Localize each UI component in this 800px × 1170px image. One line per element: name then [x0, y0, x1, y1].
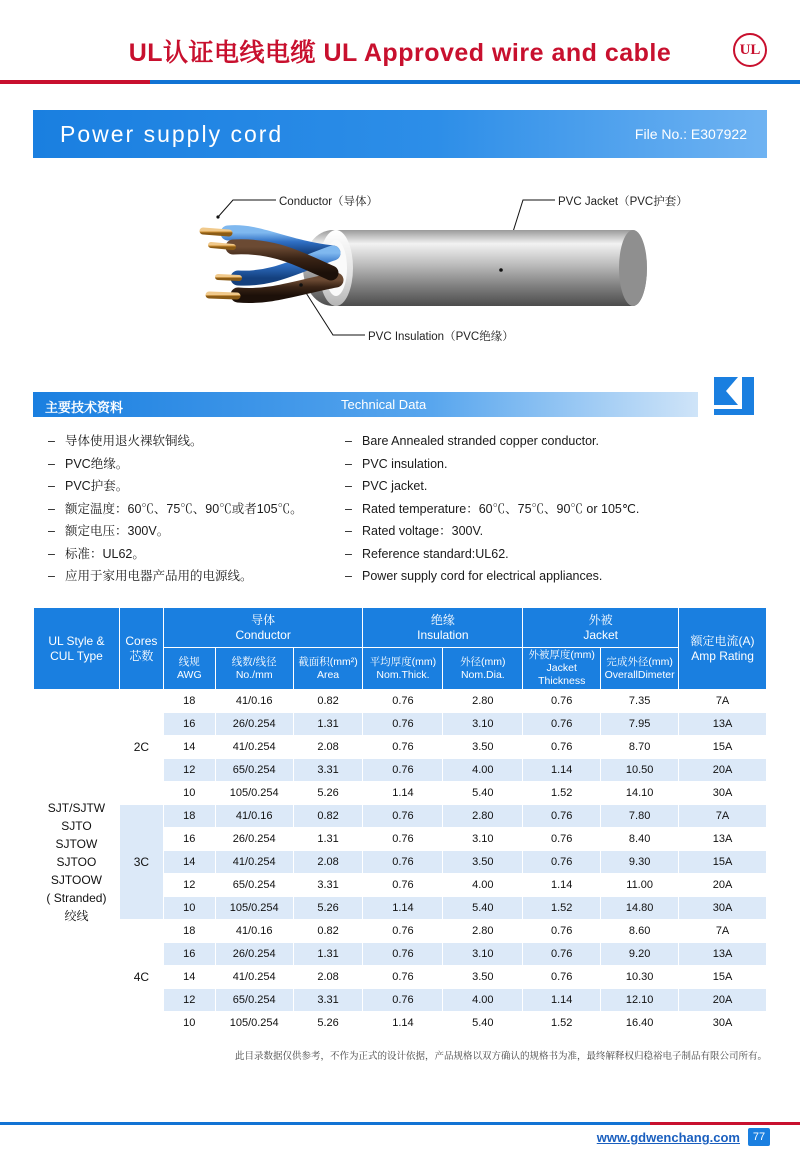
cell-ul-style	[34, 690, 120, 1035]
cell-nom-thickness: 0.76	[363, 828, 443, 851]
th-overall-diameter	[601, 648, 679, 690]
cell-amp-rating: 13A	[679, 943, 767, 966]
cell-overall-diameter: 7.80	[601, 805, 679, 828]
cell-area: 2.08	[293, 736, 363, 759]
cell-overall-diameter: 8.70	[601, 736, 679, 759]
cell-amp-rating: 15A	[679, 736, 767, 759]
cell-nom-diameter: 4.00	[443, 874, 523, 897]
ul-style-line: 绞线	[64, 909, 89, 923]
tech-list-en	[345, 430, 745, 588]
cell-awg: 10	[163, 897, 215, 920]
cell-nom-diameter: 3.50	[443, 736, 523, 759]
th-awg-cn: 线规	[178, 655, 200, 668]
th-cores-en: Cores	[125, 633, 158, 648]
cell-no-mm: 41/0.254	[215, 736, 293, 759]
cell-no-mm: 65/0.254	[215, 874, 293, 897]
cell-no-mm: 41/0.254	[215, 851, 293, 874]
cell-no-mm: 105/0.254	[215, 897, 293, 920]
cell-jacket-thickness: 1.14	[523, 759, 601, 782]
tech-item-en: – Rated temperature：60℃、75℃、90℃ or 105℃.	[345, 498, 745, 521]
cell-awg: 18	[163, 805, 215, 828]
cell-awg: 16	[163, 713, 215, 736]
cell-amp-rating: 30A	[679, 897, 767, 920]
cell-no-mm: 105/0.254	[215, 1012, 293, 1035]
th-amp	[679, 608, 767, 690]
th-area	[293, 648, 363, 690]
cell-no-mm: 105/0.254	[215, 782, 293, 805]
cell-area: 0.82	[293, 920, 363, 943]
cell-nom-thickness: 0.76	[363, 805, 443, 828]
cell-jacket-thickness: 0.76	[523, 966, 601, 989]
label-conductor: Conductor（导体）	[279, 196, 379, 208]
tech-item-en: – Power supply cord for electrical appliances.	[345, 565, 745, 588]
th-jacket-en: Jacket	[583, 627, 619, 642]
th-jacket-cn: 外被	[588, 612, 613, 627]
cell-overall-diameter: 9.30	[601, 851, 679, 874]
th-awg	[163, 648, 215, 690]
cell-awg: 14	[163, 966, 215, 989]
cell-no-mm: 41/0.16	[215, 920, 293, 943]
cell-awg: 18	[163, 920, 215, 943]
cell-awg: 10	[163, 782, 215, 805]
cell-jacket-thickness: 0.76	[523, 713, 601, 736]
th-cores-cn: 芯数	[129, 648, 154, 663]
cell-awg: 14	[163, 736, 215, 759]
th-thick-cn: 平均厚度(mm)	[369, 655, 437, 668]
cell-overall-diameter: 8.40	[601, 828, 679, 851]
page-title: UL认证电线电缆 UL Approved wire and cable	[128, 39, 672, 67]
ul-style-line: SJTO	[61, 819, 92, 833]
tech-item-en: – PVC jacket.	[345, 475, 745, 498]
th-dia-en: Nom.Dia.	[460, 668, 505, 681]
label-insulation: PVC Insulation（PVC绝缘）	[368, 331, 514, 343]
cell-awg: 12	[163, 759, 215, 782]
cable-diagram	[33, 175, 767, 365]
cell-nom-diameter: 2.80	[443, 805, 523, 828]
cell-area: 2.08	[293, 851, 363, 874]
cell-jacket-thickness: 0.76	[523, 736, 601, 759]
technical-data-title-en: Technical Data	[341, 397, 427, 412]
cell-cores: 4C	[119, 920, 163, 1035]
cell-area: 1.31	[293, 713, 363, 736]
table-row	[34, 920, 767, 943]
cell-overall-diameter: 8.60	[601, 920, 679, 943]
th-amp-en: Amp Rating	[691, 648, 754, 663]
specifications-table	[33, 607, 767, 1035]
tech-item-en: – Bare Annealed stranded copper conductor.	[345, 430, 745, 453]
cell-nom-thickness: 1.14	[363, 897, 443, 920]
ul-mark-icon: UL	[733, 33, 767, 67]
tech-item-cn: – 标准：UL62。	[48, 543, 348, 566]
cell-area: 1.31	[293, 828, 363, 851]
th-jacket	[523, 608, 679, 648]
th-od-en: OverallDimeter	[604, 668, 675, 681]
cell-nom-diameter: 5.40	[443, 897, 523, 920]
cell-overall-diameter: 9.20	[601, 943, 679, 966]
page-number-badge: 77	[748, 1128, 770, 1146]
cell-amp-rating: 7A	[679, 920, 767, 943]
tech-item-cn: – 额定温度：60℃、75℃、90℃或者105℃。	[48, 498, 348, 521]
cell-jacket-thickness: 0.76	[523, 805, 601, 828]
th-cores	[119, 608, 163, 690]
tech-item-cn: – PVC绝缘。	[48, 453, 348, 476]
cell-awg: 12	[163, 989, 215, 1012]
cell-nom-thickness: 0.76	[363, 759, 443, 782]
cell-no-mm: 26/0.254	[215, 713, 293, 736]
cell-area: 3.31	[293, 874, 363, 897]
cell-nom-diameter: 5.40	[443, 782, 523, 805]
cell-area: 5.26	[293, 897, 363, 920]
cell-nom-thickness: 1.14	[363, 1012, 443, 1035]
cell-nom-thickness: 0.76	[363, 920, 443, 943]
cell-awg: 16	[163, 828, 215, 851]
cell-jacket-thickness: 0.76	[523, 828, 601, 851]
ul-style-line: SJT/SJTW	[47, 801, 106, 815]
cell-amp-rating: 30A	[679, 782, 767, 805]
cell-nom-diameter: 4.00	[443, 759, 523, 782]
cell-amp-rating: 13A	[679, 713, 767, 736]
ul-style-line: ( Stranded)	[46, 891, 107, 905]
cell-area: 3.31	[293, 759, 363, 782]
th-area-cn: 截面积(mm²)	[298, 655, 358, 668]
cell-nom-thickness: 0.76	[363, 966, 443, 989]
table-footnote: 此目录数据仅供参考，不作为正式的设计依据，产品规格以双方确认的规格书为准，最终解释权归稳裕电子制品有限公司所有。	[234, 1051, 767, 1062]
tech-item-cn: – PVC护套。	[48, 475, 348, 498]
cell-overall-diameter: 14.80	[601, 897, 679, 920]
cell-nom-thickness: 0.76	[363, 736, 443, 759]
cell-no-mm: 41/0.254	[215, 966, 293, 989]
cell-cores: 2C	[119, 690, 163, 805]
cell-jacket-thickness: 1.14	[523, 874, 601, 897]
cell-nom-thickness: 0.76	[363, 874, 443, 897]
th-conductor-cn: 导体	[251, 612, 276, 627]
cell-nom-thickness: 0.76	[363, 690, 443, 713]
label-jacket: PVC Jacket（PVC护套）	[558, 196, 688, 208]
cell-jacket-thickness: 0.76	[523, 920, 601, 943]
tech-item-en: – Reference standard:UL62.	[345, 543, 745, 566]
tech-list-cn	[48, 430, 348, 588]
ul-style-line: SJTOO	[56, 855, 97, 869]
tech-item-cn: – 应用于家用电器产品用的电源线。	[48, 565, 348, 588]
ul-style-line: SJTOW	[55, 837, 98, 851]
cell-overall-diameter: 14.10	[601, 782, 679, 805]
th-conductor	[163, 608, 363, 648]
header-divider-accent	[0, 80, 150, 84]
cell-amp-rating: 15A	[679, 966, 767, 989]
tech-item-cn: – 额定电压：300V。	[48, 520, 348, 543]
cell-nom-diameter: 5.40	[443, 1012, 523, 1035]
company-logo-icon	[712, 375, 756, 417]
table-row	[34, 805, 767, 828]
footer-divider-accent	[650, 1122, 800, 1125]
th-insulation	[363, 608, 523, 648]
th-dia-cn: 外径(mm)	[460, 655, 506, 668]
cell-nom-diameter: 4.00	[443, 989, 523, 1012]
cell-nom-diameter: 3.10	[443, 713, 523, 736]
cell-jacket-thickness: 1.52	[523, 782, 601, 805]
cell-amp-rating: 20A	[679, 989, 767, 1012]
th-thick-en: Nom.Thick.	[376, 668, 430, 681]
product-banner	[33, 110, 767, 158]
cell-nom-thickness: 1.14	[363, 782, 443, 805]
technical-data-bar	[33, 392, 698, 417]
th-insulation-cn: 绝缘	[430, 612, 455, 627]
cell-amp-rating: 15A	[679, 851, 767, 874]
th-style-line1: UL Style &	[48, 633, 105, 648]
cell-amp-rating: 20A	[679, 759, 767, 782]
cell-awg: 12	[163, 874, 215, 897]
cell-amp-rating: 30A	[679, 1012, 767, 1035]
cell-amp-rating: 7A	[679, 805, 767, 828]
cell-nom-diameter: 3.50	[443, 966, 523, 989]
cell-area: 3.31	[293, 989, 363, 1012]
tech-item-en: – PVC insulation.	[345, 453, 745, 476]
cell-amp-rating: 7A	[679, 690, 767, 713]
tech-item-en: – Rated voltage：300V.	[345, 520, 745, 543]
cell-amp-rating: 13A	[679, 828, 767, 851]
cell-jacket-thickness: 1.14	[523, 989, 601, 1012]
cell-nom-diameter: 3.10	[443, 943, 523, 966]
th-no	[215, 648, 293, 690]
th-jthick-en: Jacket Thickness	[538, 662, 586, 687]
technical-data-title-cn: 主要技术资料	[45, 400, 124, 415]
cell-awg: 14	[163, 851, 215, 874]
cell-area: 1.31	[293, 943, 363, 966]
th-style-line2: CUL Type	[50, 648, 103, 663]
cell-jacket-thickness: 1.52	[523, 1012, 601, 1035]
th-dia	[443, 648, 523, 690]
cell-nom-thickness: 0.76	[363, 851, 443, 874]
cell-amp-rating: 20A	[679, 874, 767, 897]
th-no-cn: 线数/线径	[231, 655, 277, 668]
ul-style-line: SJTOOW	[50, 873, 102, 887]
file-number: File No.: E307922	[634, 126, 747, 142]
cell-nom-thickness: 0.76	[363, 989, 443, 1012]
table-body	[34, 690, 767, 1035]
th-style	[34, 608, 120, 690]
th-od-cn: 完成外径(mm)	[606, 655, 673, 668]
cell-no-mm: 41/0.16	[215, 805, 293, 828]
cell-awg: 10	[163, 1012, 215, 1035]
tech-item-cn: – 导体使用退火裸软铜线。	[48, 430, 348, 453]
th-amp-cn: 额定电流(A)	[690, 633, 755, 648]
cell-awg: 18	[163, 690, 215, 713]
th-insulation-en: Insulation	[417, 627, 469, 642]
cell-area: 5.26	[293, 782, 363, 805]
th-jacket-thickness	[523, 648, 601, 690]
cell-no-mm: 41/0.16	[215, 690, 293, 713]
cell-jacket-thickness: 0.76	[523, 943, 601, 966]
th-awg-en: AWG	[176, 668, 202, 681]
cell-overall-diameter: 16.40	[601, 1012, 679, 1035]
cell-nom-diameter: 2.80	[443, 920, 523, 943]
cell-overall-diameter: 7.35	[601, 690, 679, 713]
cell-area: 0.82	[293, 690, 363, 713]
th-area-en: Area	[316, 668, 340, 681]
cell-cores: 3C	[119, 805, 163, 920]
website-link[interactable]: www.gdwenchang.com	[596, 1130, 740, 1145]
cell-overall-diameter: 12.10	[601, 989, 679, 1012]
cell-nom-diameter: 3.10	[443, 828, 523, 851]
page-header	[0, 0, 800, 82]
cell-area: 2.08	[293, 966, 363, 989]
cell-awg: 16	[163, 943, 215, 966]
cell-jacket-thickness: 1.52	[523, 897, 601, 920]
cell-no-mm: 26/0.254	[215, 943, 293, 966]
cell-overall-diameter: 7.95	[601, 713, 679, 736]
cell-area: 5.26	[293, 1012, 363, 1035]
table-row	[34, 690, 767, 713]
cell-jacket-thickness: 0.76	[523, 690, 601, 713]
cell-no-mm: 26/0.254	[215, 828, 293, 851]
cell-nom-diameter: 3.50	[443, 851, 523, 874]
th-jthick-cn: 外被厚度(mm)	[528, 649, 595, 661]
th-thick	[363, 648, 443, 690]
cell-nom-thickness: 0.76	[363, 713, 443, 736]
cell-area: 0.82	[293, 805, 363, 828]
cell-nom-diameter: 2.80	[443, 690, 523, 713]
th-conductor-en: Conductor	[235, 627, 291, 642]
cell-no-mm: 65/0.254	[215, 989, 293, 1012]
cell-jacket-thickness: 0.76	[523, 851, 601, 874]
cell-nom-thickness: 0.76	[363, 943, 443, 966]
th-no-en: No./mm	[235, 668, 273, 681]
product-name: Power supply cord	[60, 121, 284, 147]
cell-overall-diameter: 10.30	[601, 966, 679, 989]
cell-overall-diameter: 11.00	[601, 874, 679, 897]
cell-overall-diameter: 10.50	[601, 759, 679, 782]
cell-no-mm: 65/0.254	[215, 759, 293, 782]
